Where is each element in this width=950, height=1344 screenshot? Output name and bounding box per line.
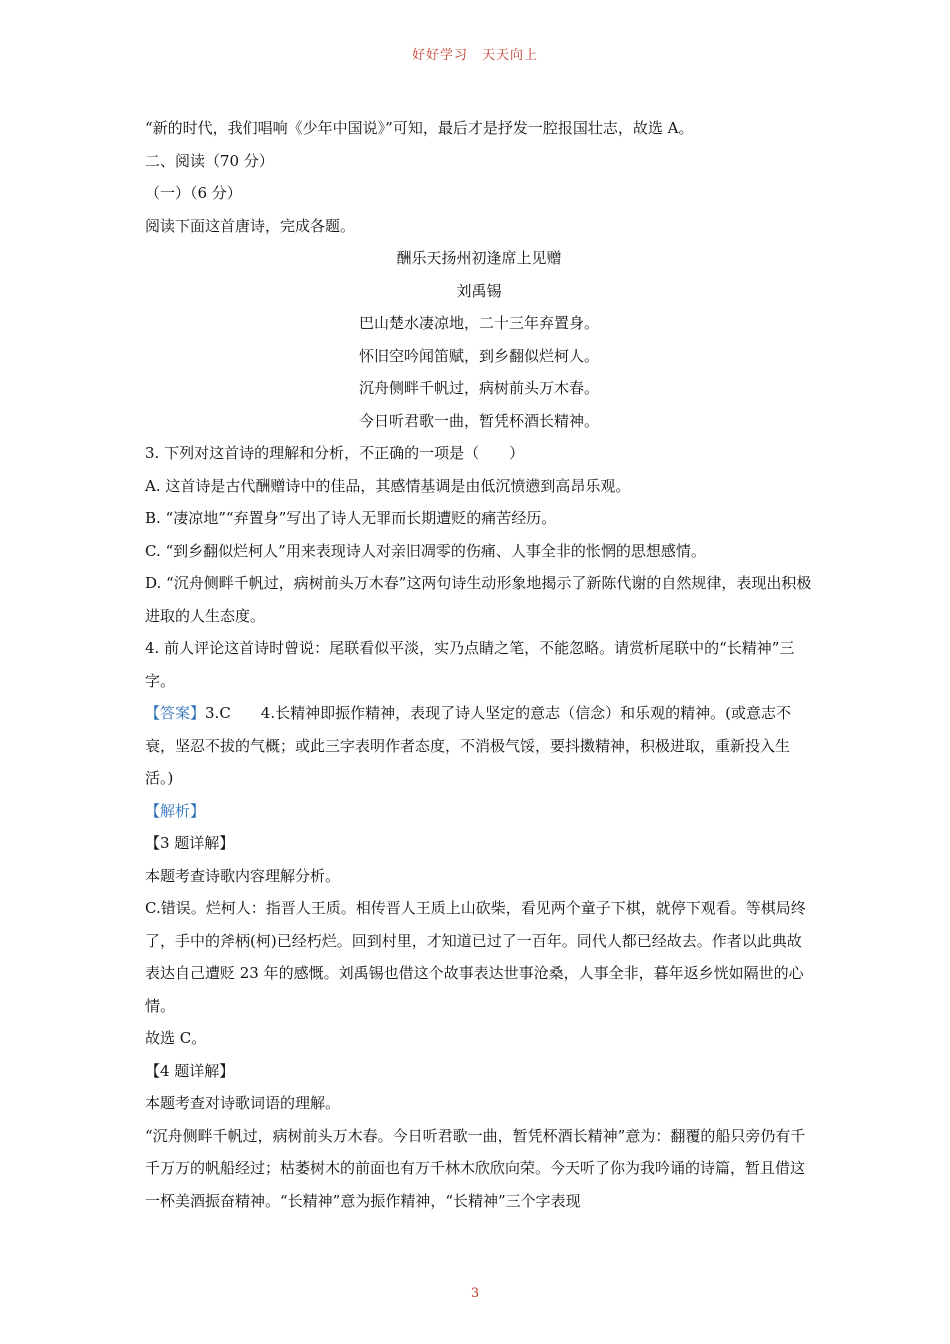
detail-4-title: 【4 题详解】: [145, 1061, 235, 1080]
answer-text: 3.C 4.长精神即振作精神，表现了诗人坚定的意志（信念）和乐观的精神。(或意志不衰，坚忍不拔的气概；或此三字表明作者态度，不消极气馁，要抖擞精神，积极进取，重新投入生活。): [145, 704, 791, 787]
section-title: 二、阅读（70 分）: [145, 151, 274, 170]
detail-4-text: “沉舟侧畔千帆过，病树前头万木春。今日听君歌一曲，暂凭杯酒长精神”意为：翻覆的船只旁仍有千千万万的帆船经过；枯萎树木的前面也有万千林木欣欣向荣。今天听了你为我吟诵的诗篇，暂且借这一杯美酒振奋精神。“长精神”意为振作精神，“长精神”三个字表现: [145, 1126, 806, 1210]
paragraph-continuation: “新的时代，我们唱响《少年中国说》”可知，最后才是抒发一腔报国壮志，故选 A。: [145, 119, 694, 137]
detail-3-intro: 本题考查诗歌内容理解分析。: [145, 866, 341, 885]
question-3-option-a: A. 这首诗是古代酬赠诗中的佳品，其感情基调是由低沉愤懑到高昂乐观。: [145, 476, 631, 495]
question-3-option-c: C. “到乡翻似烂柯人”用来表现诗人对亲旧凋零的伤痛、人事全非的怅惘的思想感情。: [145, 541, 706, 560]
poem-title: 酬乐天扬州初逢席上见赠: [396, 249, 562, 267]
page-header: 好好学习 天天向上: [411, 48, 538, 63]
detail-3-title: 【3 题详解】: [145, 834, 235, 852]
reading-instruction: 阅读下面这首唐诗，完成各题。: [145, 216, 356, 235]
document-body: [145, 112, 813, 1217]
question-4-stem: 4. 前人评论这首诗时曾说：尾联看似平淡，实乃点睛之笔，不能忽略。请赏析尾联中的“长精神”三字。: [145, 639, 795, 690]
analysis-label: 【解析】: [145, 801, 206, 820]
poem-line: 沉舟侧畔千帆过，病树前头万木春。: [358, 379, 599, 397]
poem-line: 巴山楚水凄凉地，二十三年弃置身。: [358, 314, 599, 332]
page-number: 3: [470, 1286, 480, 1301]
answer-label: 【答案】: [145, 704, 206, 722]
poem-author: 刘禹锡: [456, 281, 502, 300]
question-3-option-d: D. “沉舟侧畔千帆过，病树前头万木春”这两句诗生动形象地揭示了新陈代谢的自然规律，表现出积极进取的人生态度。: [145, 574, 812, 625]
subsection-title: （一）（6 分）: [145, 184, 242, 202]
detail-3-text: C.错误。烂柯人：指晋人王质。相传晋人王质上山砍柴，看见两个童子下棋，就停下观看。等棋局终了，手中的斧柄(柯)已经朽烂。回到村里，才知道已过了一百年。同代人都已经故去。作者以此典故表达自己遭贬 23 年的感慨。刘禹锡也借这个故事表达世事沧桑，人事全非，暮年返乡恍如隔世的心情。: [145, 899, 806, 1015]
detail-4-intro: 本题考查对诗歌词语的理解。: [145, 1094, 341, 1112]
question-3-option-b: B. “凄凉地”“弃置身”写出了诗人无罪而长期遭贬的痛苦经历。: [145, 509, 557, 527]
answer-block: [145, 697, 813, 795]
poem-line: 今日听君歌一曲，暂凭杯酒长精神。: [358, 411, 599, 430]
detail-3-conclusion: 故选 C。: [145, 1029, 207, 1047]
question-3-stem: 3. 下列对这首诗的理解和分析，不正确的一项是（ ）: [145, 444, 525, 462]
poem-line: 怀旧空吟闻笛赋，到乡翻似烂柯人。: [358, 346, 599, 365]
